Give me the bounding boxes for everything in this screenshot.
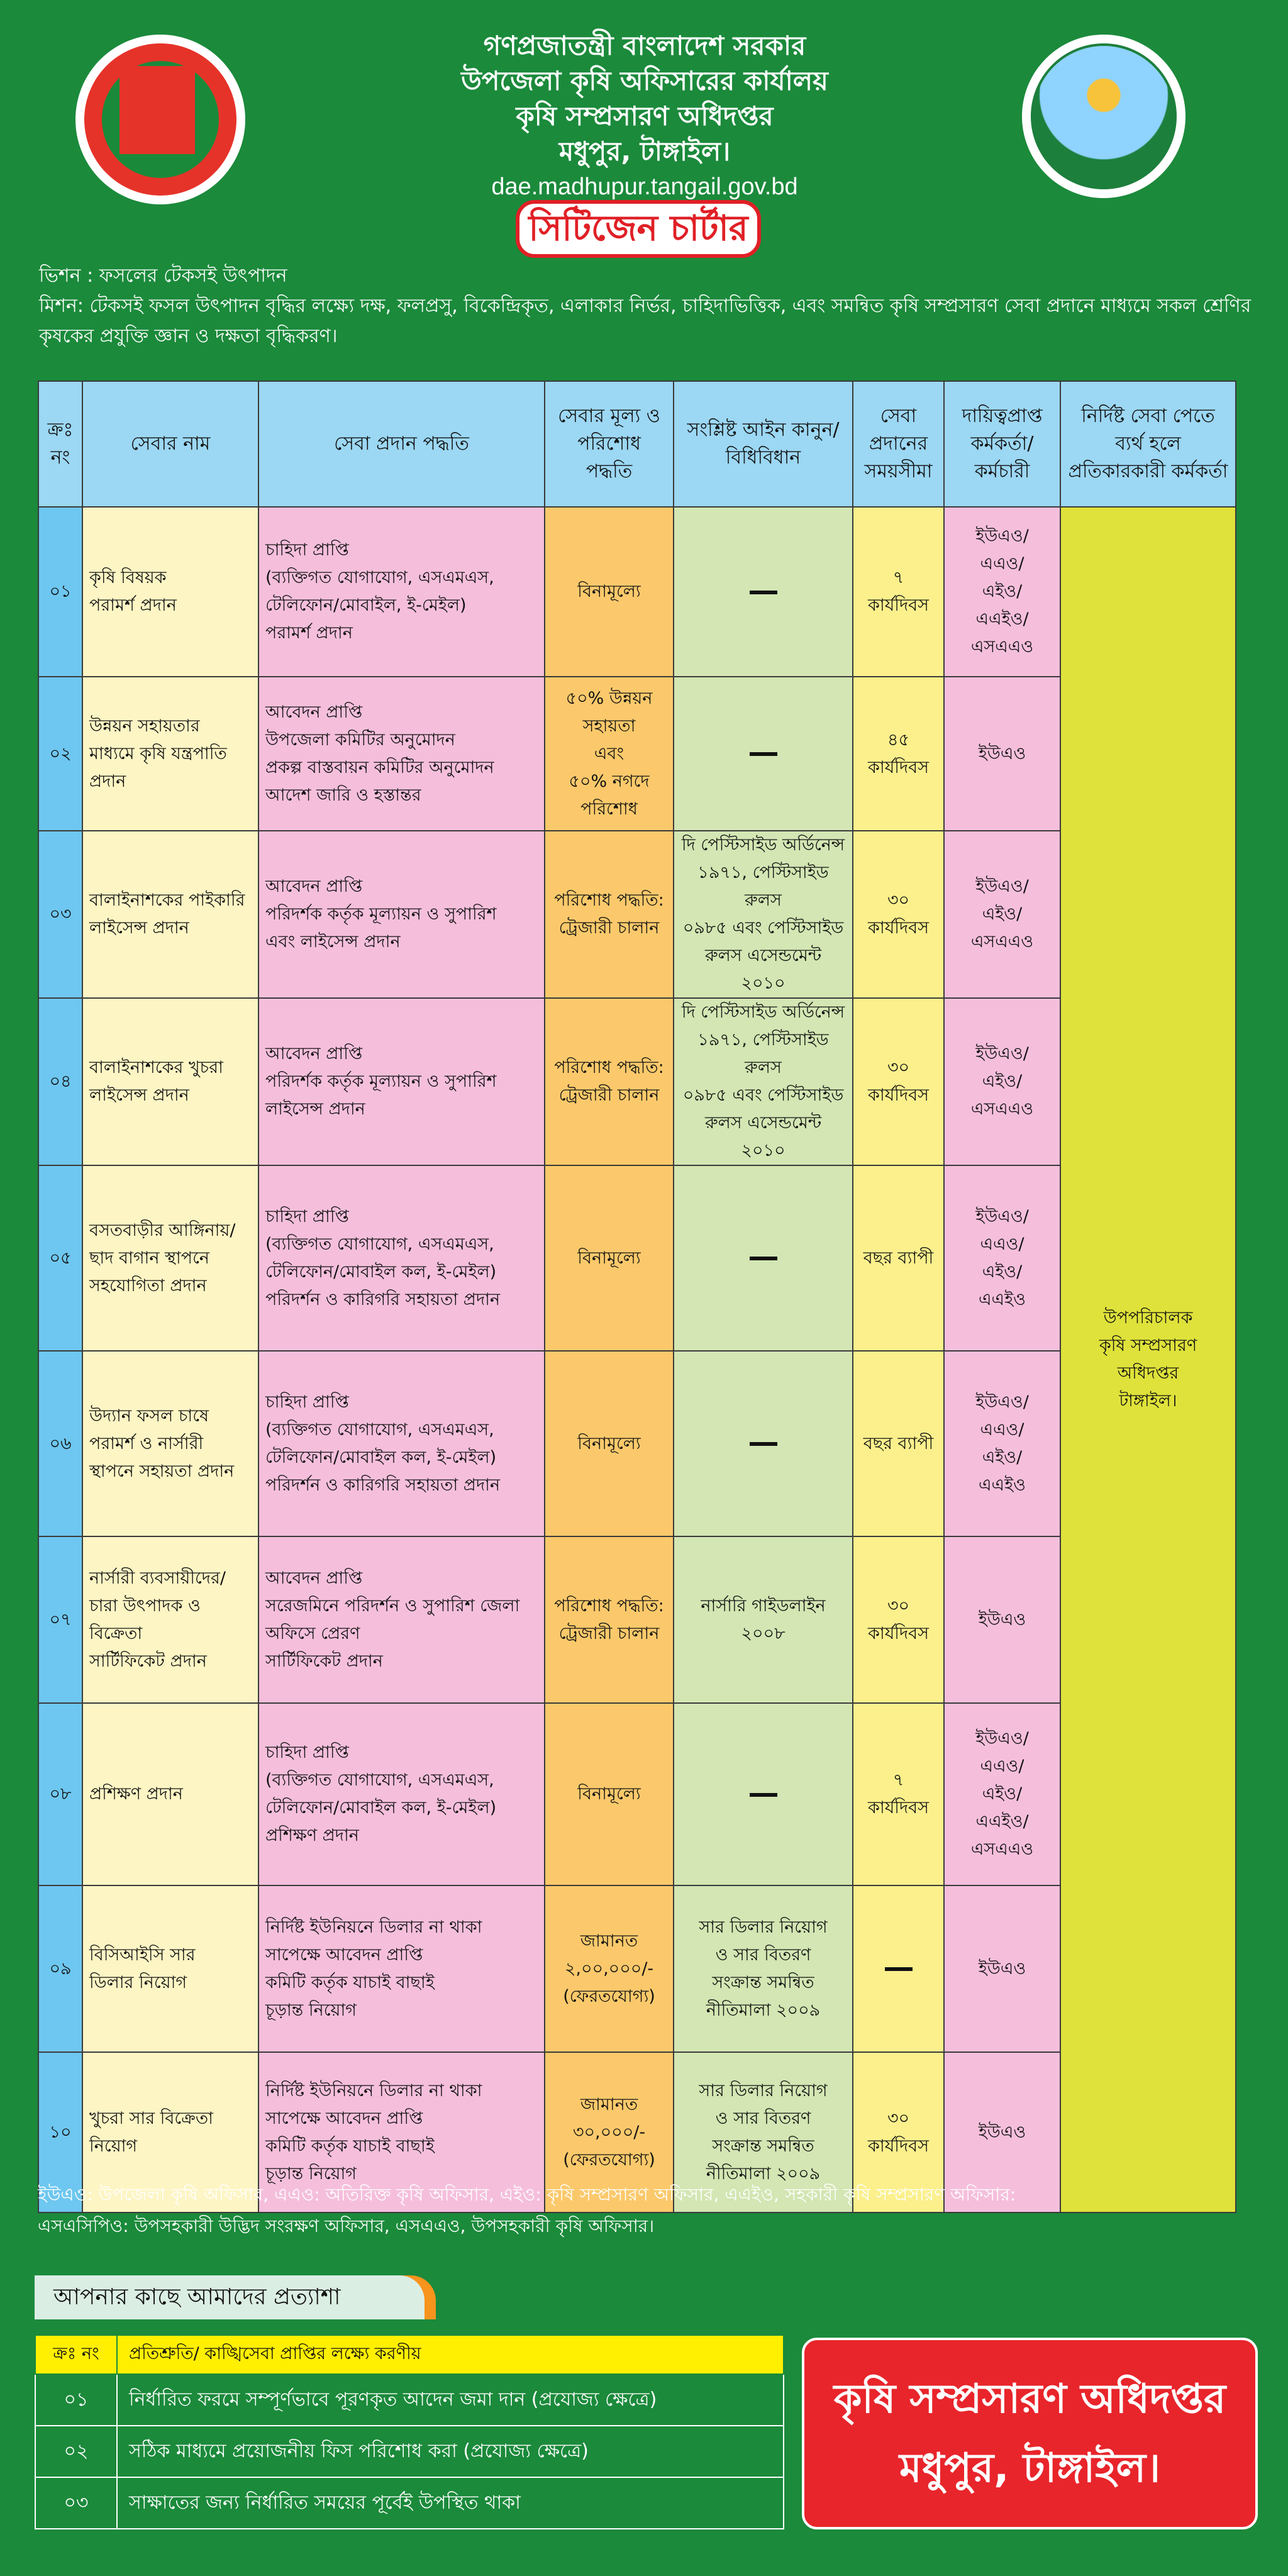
cell-line: ইউএও — [978, 1958, 1026, 1979]
cell-line: ৪৫ — [887, 730, 910, 750]
cell-line: লাইসেন্স প্রদান — [89, 918, 189, 938]
table-row — [38, 831, 1236, 998]
cell-line: পরিশোধ পদ্ধতি: — [554, 1058, 664, 1077]
header-line: মধুপুর, টাঙ্গাইল। — [558, 136, 731, 167]
cell-line: কার্যদিবস — [867, 1798, 930, 1818]
cell-line: বসতবাড়ীর আঙ্গিনায়/ — [89, 1220, 236, 1240]
citizen-charter-table — [38, 380, 1236, 2213]
cell-line: উদ্যান ফসল চাষে — [89, 1406, 209, 1426]
cell-line: অফিসে প্রেরণ — [265, 1623, 360, 1643]
table-row — [38, 1165, 1236, 1351]
service-method-cell — [258, 507, 545, 677]
service-fee-cell — [545, 1165, 674, 1351]
service-fee-cell — [545, 1351, 674, 1536]
cell-line: ০৯৮৫ এবং পেস্টিসাইড — [682, 1085, 844, 1105]
cell-line: ও সার বিতরণ — [715, 2108, 811, 2128]
cell-line: বছর ব্যাপী — [863, 1248, 934, 1268]
col-header: সংশ্লিষ্ট আইন কানুন/ বিধিবিধান — [674, 381, 853, 507]
time-limit-cell — [853, 1703, 944, 1885]
cell-line: এএইও/ — [975, 1812, 1029, 1831]
cell-line: প্রশিক্ষণ প্রদান — [265, 1826, 359, 1845]
service-name-cell — [82, 998, 258, 1165]
service-method-cell — [258, 1885, 545, 2052]
cell-line: (ব্যক্তিগত যোগাযোগ, এসএমএস, — [265, 1234, 494, 1254]
cell-line: পরিদর্শক কর্তৃক মূল্যায়ন ও সুপারিশ — [265, 1072, 497, 1091]
header-line: গণপ্রজাতন্ত্রী বাংলাদেশ সরকার — [483, 30, 806, 61]
cell-line: বালাইনাশকের পাইকারি — [89, 891, 245, 910]
cell-line: বিনামূল্যে — [577, 582, 641, 601]
expectation-no: ০৩ — [35, 2477, 117, 2529]
cell-line: কমিটি কর্তৃক যাচাই বাছাই — [265, 2136, 435, 2156]
cell-line: বালাইনাশকের খুচরা — [89, 1058, 223, 1077]
cell-line: কার্যদিবস — [867, 757, 930, 777]
dash-icon — [750, 1442, 777, 1446]
remedy-officer-cell — [1060, 507, 1236, 2212]
time-limit-cell — [853, 1351, 944, 1536]
cell-line: মাধ্যমে কৃষি যন্ত্রপাতি — [89, 743, 227, 763]
serial-no-cell: ০১ — [38, 507, 82, 677]
government-seal-logo — [75, 35, 245, 204]
footnote-line: ইউএও: উপজেলা কৃষি অফিসার, এএও: অতিরিক্ত কৃষি অফিসার, এইও: কৃষি সম্প্রসারণ অফিসার, এএইও, সহকারী কৃষি সম্প্রসারণ অফিসার: — [38, 2184, 1016, 2205]
expectation-text: নির্ধারিত ফরমে সম্পূর্ণভাবে পূরণকৃত আদেন জমা দান (প্রযোজ্য ক্ষেত্রে) — [117, 2374, 784, 2426]
service-method-cell — [258, 1351, 545, 1536]
cell-line: সংক্রান্ত সমন্বিত — [712, 1972, 814, 1992]
cell-line: সাপেক্ষে আবেদন প্রাপ্তি — [265, 2108, 423, 2128]
responsible-officer-cell — [944, 1536, 1060, 1703]
cell-line: (ফেরতযোগ্য) — [563, 2150, 655, 2170]
footnote-line: এসএসিপিও: উপসহকারী উদ্ভিদ সংরক্ষণ অফিসার, এসএএও, উপসহকারী কৃষি অফিসার। — [38, 2216, 655, 2236]
cell-line: ৭ — [892, 568, 904, 587]
cell-line: সার্টিফিকেট প্রদান — [89, 1651, 207, 1671]
cell-line: এসএএও — [970, 1840, 1034, 1859]
dash-icon — [750, 591, 777, 594]
cell-line: কার্যদিবস — [867, 918, 930, 938]
serial-no-cell: ০৬ — [38, 1351, 82, 1536]
col-header: নির্দিষ্ট সেবা পেতে ব্যর্থ হলে প্রতিকারকারী কর্মকর্তা — [1060, 381, 1236, 507]
serial-no-cell: ০৩ — [38, 831, 82, 998]
cell-line: ১৯৭১, পেস্টিসাইড রুলস — [697, 863, 829, 910]
service-method-cell — [258, 677, 545, 831]
cell-line: ডিলার নিয়োগ — [89, 1972, 187, 1992]
dash-icon — [885, 1967, 913, 1971]
cell-line: আবেদন প্রাপ্তি — [265, 702, 363, 722]
table-row — [38, 1885, 1236, 2052]
cell-line: এইও/ — [982, 1447, 1023, 1467]
cell-line: (ব্যক্তিগত যোগাযোগ, এসএমএস, — [265, 568, 494, 587]
service-fee-cell — [545, 507, 674, 677]
charter-title: সিটিজেন চার্টার — [516, 200, 761, 258]
cell-line: এইও/ — [982, 1262, 1023, 1282]
cell-line: জামানত — [580, 2094, 638, 2114]
serial-no-cell: ০২ — [38, 677, 82, 831]
cell-line: এএও/ — [980, 554, 1024, 574]
cell-line: নীতিমালা ২০০৯ — [706, 2163, 821, 2184]
cell-line: কার্যদিবস — [867, 1085, 930, 1105]
cell-line: ইউএও — [978, 1609, 1026, 1629]
time-limit-cell — [853, 1165, 944, 1351]
cell-line: টেলিফোন/মোবাইল, ই-মেইল) — [265, 596, 467, 615]
cell-line: (ব্যক্তিগত যোগাযোগ, এসএমএস, — [265, 1419, 494, 1440]
law-cell — [674, 1703, 853, 1885]
service-name-cell — [82, 1885, 258, 2052]
cell-line: প্রদান — [89, 771, 126, 791]
service-method-cell — [258, 1703, 545, 1885]
table-row — [38, 1703, 1236, 1885]
cell-line: ০৯৮৫ এবং পেস্টিসাইড — [682, 918, 844, 938]
cell-line: বিনামূল্যে — [577, 1248, 641, 1268]
service-method-cell — [258, 1536, 545, 1703]
cell-line: পরামর্শ প্রদান — [89, 596, 177, 615]
cell-line: বিনামূল্যে — [577, 1433, 641, 1453]
cell-line: লাইসেন্স প্রদান — [89, 1085, 189, 1105]
cell-line: পরামর্শ প্রদান — [265, 623, 353, 643]
cell-line: পরিদর্শক কর্তৃক মূল্যায়ন ও সুপারিশ — [265, 904, 497, 924]
cell-line: ১৯৭১, পেস্টিসাইড রুলস — [697, 1030, 829, 1077]
cell-line: টেলিফোন/মোবাইল কল, ই-মেইল) — [265, 1798, 497, 1818]
expectation-no: ০১ — [35, 2374, 117, 2426]
cell-line: আবেদন প্রাপ্তি — [265, 1568, 363, 1588]
expectation-no: ০২ — [35, 2426, 117, 2477]
banner-line: কৃষি সম্প্রসারণ অধিদপ্তর — [833, 2375, 1226, 2423]
cell-line: পরামর্শ ও নার্সারী — [89, 1433, 204, 1453]
cell-line: আদেশ জারি ও হস্তান্তর — [265, 785, 421, 805]
expectation-row — [35, 2374, 784, 2426]
expectations-title: আপনার কাছে আমাদের প্রত্যাশা — [35, 2275, 425, 2319]
cell-line: দি পেস্টিসাইড অর্ডিনেন্স — [681, 1002, 845, 1022]
serial-no-cell: ১০ — [38, 2052, 82, 2212]
website-url[interactable]: dae.madhupur.tangail.gov.bd — [491, 174, 798, 200]
exp-col-text: প্রতিশ্রুতি/ কাঙ্খিসেবা প্রাপ্তির লক্ষ্যে করণীয় — [117, 2335, 784, 2374]
cell-line: সার্টিফিকেট প্রদান — [265, 1651, 383, 1671]
cell-line: টেলিফোন/মোবাইল কল, ই-মেইল) — [265, 1447, 497, 1467]
responsible-officer-cell — [944, 831, 1060, 998]
cell-line: ও সার বিতরণ — [715, 1945, 811, 1965]
expectation-text: সঠিক মাধ্যমে প্রয়োজনীয় ফিস পরিশোধ করা (প্রযোজ্য ক্ষেত্রে) — [117, 2426, 784, 2477]
table-row — [38, 1351, 1236, 1536]
cell-line: সরেজমিনে পরিদর্শন ও সুপারিশ জেলা — [265, 1596, 520, 1616]
table-row — [38, 1536, 1236, 1703]
cell-line: কৃষি বিষয়ক — [89, 568, 167, 587]
dash-icon — [750, 1257, 777, 1260]
cell-line: এসএএও — [970, 637, 1034, 657]
cell-line: নার্সারী ব্যবসায়ীদের/ — [89, 1568, 226, 1588]
cell-line: চাহিদা প্রাপ্তি — [265, 1743, 349, 1762]
cell-line: ইউএও/ — [975, 526, 1029, 546]
service-name-cell — [82, 1351, 258, 1536]
header-line: কৃষি সম্প্রসারণ অধিদপ্তর — [516, 101, 774, 131]
service-name-cell — [82, 507, 258, 677]
cell-line: ছাদ বাগান স্থাপনে — [89, 1248, 210, 1268]
expectation-row — [35, 2426, 784, 2477]
time-limit-cell — [853, 831, 944, 998]
serial-no-cell: ০৪ — [38, 998, 82, 1165]
cell-line: এবং — [594, 743, 625, 763]
cell-line: রুলস এসেন্ডমেন্ট ২০১০ — [704, 1113, 822, 1160]
cell-line: ২০০৮ — [741, 1623, 786, 1643]
expectations-table — [35, 2334, 784, 2529]
serial-no-cell: ০৭ — [38, 1536, 82, 1703]
service-fee-cell — [545, 677, 674, 831]
cell-line: চারা উৎপাদক ও বিক্রেতা — [89, 1596, 201, 1643]
banner-line: মধুপুর, টাঙ্গাইল। — [899, 2445, 1160, 2492]
cell-line: কার্যদিবস — [867, 2136, 930, 2156]
responsible-officer-cell — [944, 1351, 1060, 1536]
cell-line: ইউএও — [978, 2122, 1026, 2142]
cell-line: আবেদন প্রাপ্তি — [265, 1044, 363, 1063]
abbreviation-footnote — [38, 2179, 1252, 2242]
col-header: ক্রঃ নং — [38, 381, 82, 507]
cell-line: সার ডিলার নিয়োগ — [699, 1917, 828, 1937]
cell-line: নির্দিষ্ট ইউনিয়নে ডিলার না থাকা — [265, 2080, 482, 2101]
responsible-officer-cell — [944, 507, 1060, 677]
cell-line: এএও/ — [980, 1757, 1024, 1776]
cell-line: নীতিমালা ২০০৯ — [706, 2000, 821, 2020]
col-header: সেবার মূল্য ও পরিশোধ পদ্ধতি — [545, 381, 674, 507]
expectation-text: সাক্ষাতের জন্য নির্ধারিত সময়ের পূর্বেই উপস্থিত থাকা — [117, 2477, 784, 2529]
cell-line: প্রকল্প বাস্তবায়ন কমিটির অনুমোদন — [265, 757, 494, 777]
cell-line: নিয়োগ — [89, 2136, 138, 2156]
cell-line: ৫০% উন্নয়ন সহায়তা — [565, 688, 653, 736]
dash-icon — [750, 752, 777, 756]
cell-line: পরিশোধ পদ্ধতি: — [554, 891, 664, 910]
time-limit-cell — [853, 1885, 944, 2052]
cell-line: এসএএও — [970, 932, 1034, 952]
col-header: সেবা প্রদান পদ্ধতি — [258, 381, 545, 507]
cell-line: দি পেস্টিসাইড অর্ডিনেন্স — [681, 835, 845, 855]
cell-line: সাপেক্ষে আবেদন প্রাপ্তি — [265, 1945, 423, 1965]
cell-line: এএইও — [979, 1289, 1026, 1309]
service-fee-cell — [545, 1885, 674, 2052]
time-limit-cell — [853, 677, 944, 831]
table-header-row — [38, 381, 1236, 507]
cell-line: ৩০,০০০/- — [572, 2122, 646, 2142]
cell-line: ইউএও/ — [975, 877, 1029, 896]
cell-line: ইউএও/ — [975, 1729, 1029, 1748]
cell-line: ট্রেজারী চালান — [558, 1085, 660, 1105]
time-limit-cell — [853, 1536, 944, 1703]
cell-line: এসএএও — [970, 1099, 1034, 1119]
cell-line: এএইও/ — [975, 609, 1029, 629]
bangladesh-map-icon — [119, 66, 195, 154]
cell-line: বছর ব্যাপী — [863, 1433, 934, 1453]
time-limit-cell — [853, 998, 944, 1165]
cell-line: বিনামূল্যে — [577, 1784, 641, 1804]
cell-line: ইউএও/ — [975, 1392, 1029, 1412]
cell-line: বিসিআইসি সার — [89, 1945, 196, 1965]
cell-line: ৩০ — [887, 1596, 910, 1616]
cell-line: টাঙ্গাইল। — [1119, 1391, 1177, 1411]
serial-no-cell: ০৮ — [38, 1703, 82, 1885]
law-cell — [674, 507, 853, 677]
cell-line: এইও/ — [982, 904, 1023, 924]
col-header: সেবার নাম — [82, 381, 258, 507]
cell-line: কার্যদিবস — [867, 596, 930, 615]
cell-line: চূড়ান্ত নিয়োগ — [265, 2000, 357, 2020]
cell-line: নির্দিষ্ট ইউনিয়নে ডিলার না থাকা — [265, 1917, 482, 1937]
cell-line: ট্রেজারী চালান — [558, 918, 660, 938]
service-method-cell — [258, 1165, 545, 1351]
law-cell — [674, 1536, 853, 1703]
table-row — [38, 677, 1236, 831]
cell-line: ৩০ — [887, 891, 910, 910]
cell-line: আবেদন প্রাপ্তি — [265, 877, 363, 896]
cell-line: ৩০ — [887, 1058, 910, 1077]
cell-line: পরিশোধ পদ্ধতি: — [554, 1596, 664, 1616]
responsible-officer-cell — [944, 677, 1060, 831]
cell-line: ট্রেজারী চালান — [558, 1623, 660, 1643]
service-fee-cell — [545, 998, 674, 1165]
cell-line: পরিদর্শন ও কারিগরি সহায়তা প্রদান — [265, 1475, 501, 1495]
office-name-banner — [802, 2338, 1258, 2529]
cell-line: ইউএও/ — [975, 1044, 1029, 1063]
service-name-cell — [82, 831, 258, 998]
cell-line: এইও/ — [982, 1072, 1023, 1091]
cell-line: ইউএও — [978, 743, 1026, 763]
service-fee-cell — [545, 831, 674, 998]
cell-line: জামানত — [580, 1931, 638, 1951]
cell-line: লাইসেন্স প্রদান — [265, 1099, 365, 1119]
cell-line: এএইও — [979, 1475, 1026, 1495]
cell-line: পরিদর্শন ও কারিগরি সহায়তা প্রদান — [265, 1289, 501, 1309]
vision-mission — [39, 261, 1253, 352]
cell-line: স্থাপনে সহায়তা প্রদান — [89, 1461, 235, 1481]
header — [0, 0, 1288, 201]
cell-line: চাহিদা প্রাপ্তি — [265, 1392, 349, 1412]
cell-line: এএও/ — [980, 1419, 1024, 1440]
law-cell — [674, 1165, 853, 1351]
service-name-cell — [82, 1536, 258, 1703]
service-method-cell — [258, 831, 545, 998]
vision-text: ভিশন : ফসলের টেকসই উৎপাদন — [39, 265, 287, 287]
cell-line: এবং লাইসেন্স প্রদান — [265, 932, 401, 952]
responsible-officer-cell — [944, 998, 1060, 1165]
law-cell — [674, 998, 853, 1165]
header-title-block — [352, 28, 937, 204]
cell-line: উন্নয়ন সহায়তার — [89, 716, 200, 736]
cell-line: রুলস এসেন্ডমেন্ট ২০১০ — [704, 946, 822, 993]
dash-icon — [750, 1793, 777, 1797]
cell-line: চাহিদা প্রাপ্তি — [265, 540, 349, 560]
responsible-officer-cell — [944, 1165, 1060, 1351]
cell-line: ৭ — [892, 1770, 904, 1790]
cell-line: প্রশিক্ষণ প্রদান — [89, 1784, 183, 1804]
responsible-officer-cell — [944, 1703, 1060, 1885]
responsible-officer-cell — [944, 1885, 1060, 2052]
mission-text: মিশন: টেকসই ফসল উৎপাদন বৃদ্ধির লক্ষ্যে দক্ষ, ফলপ্রসু, বিকেন্দ্রিকৃত, এলাকার নির্ভর, চাহিদাভিত্তিক, এবং সমন্বিত কৃষি সম্প্রসারণ সেবা প্রদানে মাধ্যমে সকল শ্রেণির কৃষকের প্রযুক্তি জ্ঞান ও দক্ষতা বৃদ্ধিকরণ। — [39, 295, 1252, 347]
cell-line: ২,০০,০০০/- — [564, 1958, 654, 1979]
service-method-cell — [258, 998, 545, 1165]
header-line: উপজেলা কৃষি অফিসারের কার্যালয় — [461, 65, 828, 96]
service-name-cell — [82, 1165, 258, 1351]
table-row — [38, 998, 1236, 1165]
cell-line: ইউএও/ — [975, 1206, 1029, 1226]
cell-line: এইও/ — [982, 582, 1023, 601]
cell-line: (ফেরতযোগ্য) — [563, 1986, 655, 2006]
cell-line: ৩০ — [887, 2108, 910, 2128]
cell-line: চূড়ান্ত নিয়োগ — [265, 2163, 357, 2184]
time-limit-cell — [853, 507, 944, 677]
table-row — [38, 507, 1236, 677]
exp-col-no: ক্রঃ নং — [35, 2335, 117, 2374]
law-cell — [674, 831, 853, 998]
cell-line: এইও/ — [982, 1784, 1023, 1804]
service-name-cell — [82, 1703, 258, 1885]
cell-line: (ব্যক্তিগত যোগাযোগ, এসএমএস, — [265, 1770, 494, 1790]
col-header: দায়িত্বপ্রাপ্ত কর্মকর্তা/ কর্মচারী — [944, 381, 1060, 507]
expectation-row — [35, 2477, 784, 2529]
cell-line: উপজেলা কমিটির অনুমোদন — [265, 730, 455, 750]
cell-line: খুচরা সার বিক্রেতা — [89, 2108, 213, 2128]
expectations-header-row — [35, 2335, 784, 2374]
service-fee-cell — [545, 1536, 674, 1703]
cell-line: কার্যদিবস — [867, 1623, 930, 1643]
cell-line: সংক্রান্ত সমন্বিত — [712, 2136, 814, 2156]
service-name-cell — [82, 677, 258, 831]
law-cell — [674, 1351, 853, 1536]
dae-logo — [1022, 35, 1185, 198]
cell-line: সার ডিলার নিয়োগ — [699, 2080, 828, 2101]
cell-line: সহযোগিতা প্রদান — [89, 1275, 207, 1296]
cell-line: নার্সারি গাইডলাইন — [701, 1596, 826, 1616]
cell-line: ৫০% নগদে পরিশোধ — [569, 771, 650, 819]
serial-no-cell: ০৫ — [38, 1165, 82, 1351]
cell-line: কৃষি সম্প্রসারণ অধিদপ্তর — [1099, 1336, 1197, 1383]
serial-no-cell: ০৯ — [38, 1885, 82, 2052]
cell-line: এএও/ — [980, 1234, 1024, 1254]
service-fee-cell — [545, 1703, 674, 1885]
cell-line: কমিটি কর্তৃক যাচাই বাছাই — [265, 1972, 435, 1992]
cell-line: টেলিফোন/মোবাইল কল, ই-মেইল) — [265, 1262, 497, 1282]
law-cell — [674, 677, 853, 831]
law-cell — [674, 1885, 853, 2052]
cell-line: উপপরিচালক — [1103, 1308, 1193, 1328]
col-header: সেবা প্রদানের সময়সীমা — [853, 381, 944, 507]
cell-line: চাহিদা প্রাপ্তি — [265, 1206, 349, 1226]
